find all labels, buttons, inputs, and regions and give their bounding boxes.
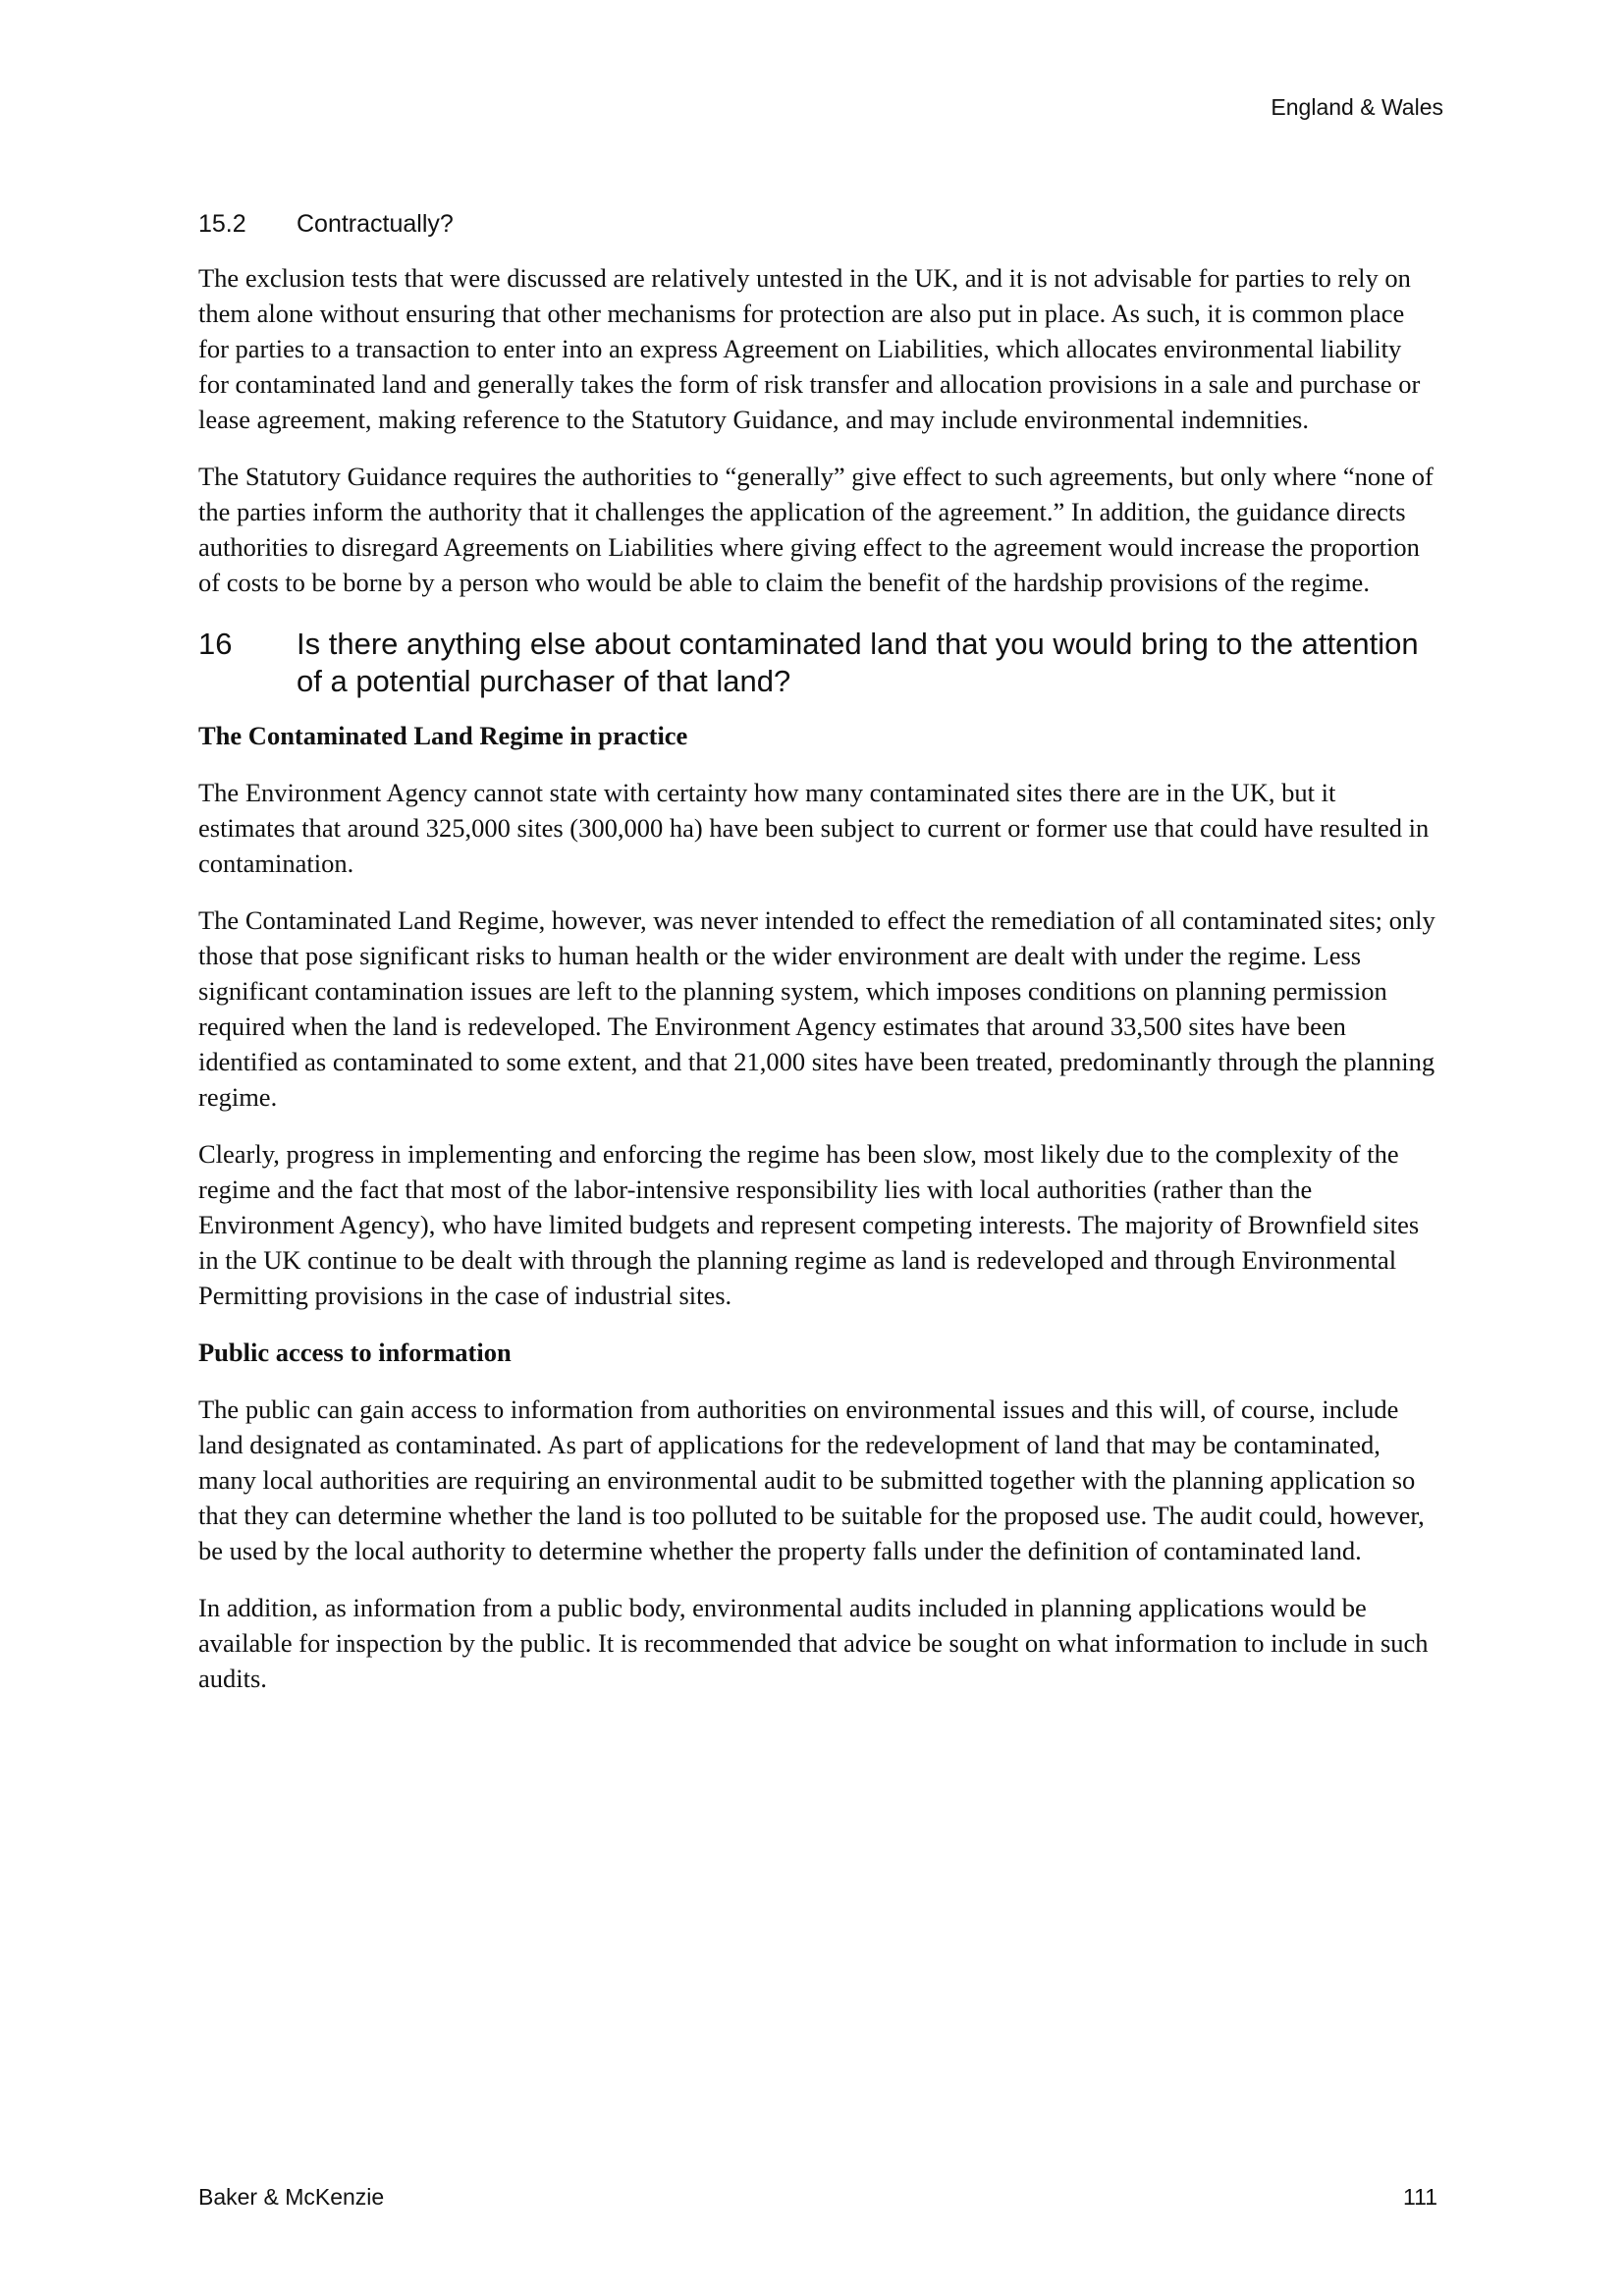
subsection-number: 15.2 <box>198 210 246 238</box>
paragraph-regime-scope: The Contaminated Land Regime, however, was never intended to effect the remediation of all contaminated sites; only those that pose significant risks to human health or the wider environment are dealt with under the regime. Less significant contamination issues are left to the planning system, which imposes conditions on planning permission required when the land is redeveloped. The Environment Agency estimates that around 33,500 sites have been identified as contaminated to some extent, and that 21,000 sites have been treated, predominantly through the planning regime. <box>198 905 1435 1112</box>
section-number: 16 <box>198 627 233 661</box>
paragraph-audit-availability: In addition, as information from a public body, environmental audits included in planning applications would be available for inspection by the public. It is recommended that advice be sought on what information to include in such audits. <box>198 1593 1429 1693</box>
subsection-heading-15-2 <box>198 210 1437 239</box>
paragraph-regime-progress: Clearly, progress in implementing and enforcing the regime has been slow, most likely due to the complexity of the regime and the fact that most of the labor-intensive responsibility lies with local authorities (rather than the Environment Agency), who have limited budgets and represent competing interests. The majority of Brownfield sites in the UK continue to be dealt with through the planning regime as land is redeveloped and through Environmental Permitting provisions in the case of industrial sites. <box>198 1139 1420 1310</box>
page-footer <box>198 2184 1437 2211</box>
paragraph-agreement-on-liabilities: The exclusion tests that were discussed are relatively untested in the UK, and it is not advisable for parties to rely on them alone without ensuring that other mechanisms for protection are also put in place. As such, it is common place for parties to a transaction to enter into an express Agreement on Liabilities, which allocates environmental liability for contaminated land and generally takes the form of risk transfer and allocation provisions in a sale and purchase or lease agreement, making reference to the Statutory Guidance, and may include environmental indemnities. <box>198 263 1421 434</box>
header-jurisdiction: England & Wales <box>1271 94 1443 120</box>
footer-page-number: 111 <box>1403 2184 1437 2210</box>
footer-firm-name: Baker & McKenzie <box>198 2184 385 2210</box>
subheading-regime-in-practice: The Contaminated Land Regime in practice <box>198 721 688 750</box>
subheading-public-access: Public access to information <box>198 1338 512 1367</box>
section-title: Is there anything else about contaminated land that you would bring to the attention of a potential purchaser of that land? <box>297 627 1419 698</box>
paragraph-statutory-guidance: The Statutory Guidance requires the authorities to “generally” give effect to such agreements, but only where “none of the parties inform the authority that it challenges the application of the agreement.” In addition, the guidance directs authorities to disregard Agreements on Liabilities where giving effect to the agreement would increase the proportion of costs to be borne by a person who would be able to claim the benefit of the hardship provisions of the regime. <box>198 462 1434 597</box>
page-body <box>198 210 1437 1718</box>
subsection-title: Contractually? <box>297 210 454 238</box>
page-header <box>1271 94 1443 121</box>
paragraph-site-estimates: The Environment Agency cannot state with certainty how many contaminated sites there are in the UK, but it estimates that around 325,000 sites (300,000 ha) have been subject to current or former use that could have resulted in contamination. <box>198 778 1430 878</box>
section-heading-16 <box>198 626 1437 700</box>
paragraph-public-access: The public can gain access to information from authorities on environmental issues and this will, of course, include land designated as contaminated. As part of applications for the redevelopment of land that may be contaminated, many local authorities are requiring an environmental audit to be submitted together with the planning application so that they can determine whether the land is too polluted to be suitable for the proposed use. The audit could, however, be used by the local authority to determine whether the property falls under the definition of contaminated land. <box>198 1394 1425 1565</box>
